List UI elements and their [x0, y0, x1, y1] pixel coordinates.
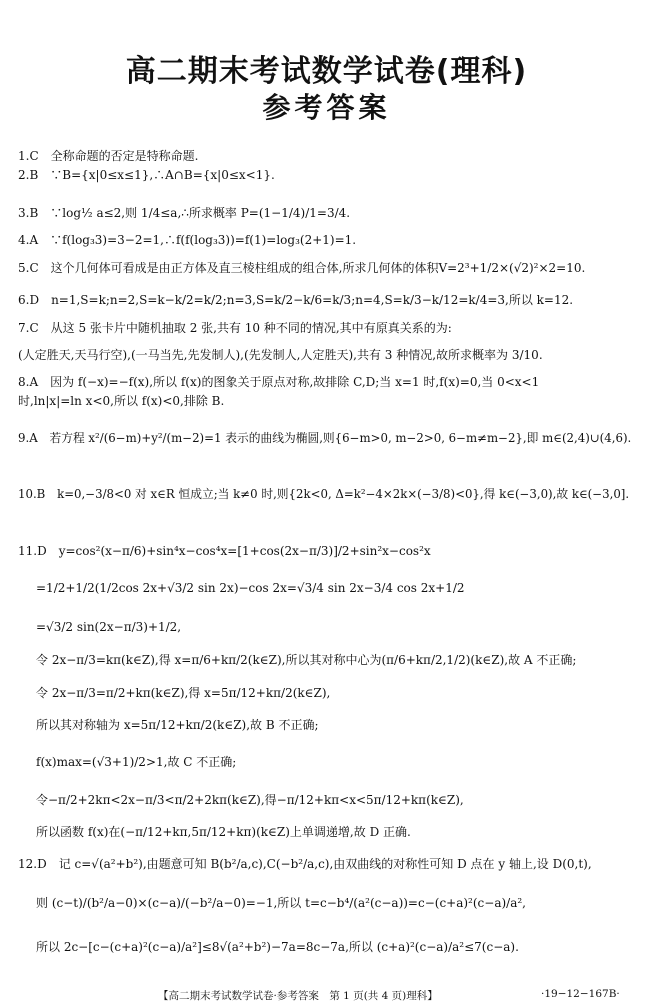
answer-line: 10.B k=0,−3/8<0 对 x∈R 恒成立;当 k≠0 时,则{2k<0, Δ=k²−4×2k×(−3/8)<0},得 k∈(−3,0),故 k∈(−3,0].: [18, 487, 630, 501]
answer-line: 令 2x−π/3=π/2+kπ(k∈Z),得 x=5π/12+kπ/2(k∈Z),: [36, 686, 331, 700]
answer-line: 令−π/2+2kπ<2x−π/3<π/2+2kπ(k∈Z),得−π/12+kπ<x<5π/12+kπ(k∈Z),: [36, 793, 464, 807]
answer-line: 1.C 全称命题的否定是特称命题.: [18, 149, 199, 163]
answer-line: 令 2x−π/3=kπ(k∈Z),得 x=π/6+kπ/2(k∈Z),所以其对称中心为(π/6+kπ/2,1/2)(k∈Z),故 A 不正确;: [36, 653, 577, 667]
answer-line: 11.D y=cos²(x−π/6)+sin⁴x−cos⁴x=[1+cos(2x−π/3)]/2+sin²x−cos²x: [18, 544, 431, 558]
answer-line: (人定胜天,天马行空),(一马当先,先发制人),(先发制人,人定胜天),共有 3 种情况,故所求概率为 3/10.: [18, 348, 543, 362]
answer-line: f(x)max=(√3+1)/2>1,故 C 不正确;: [36, 755, 237, 769]
answer-line: 8.A 因为 f(−x)=−f(x),所以 f(x)的图象关于原点对称,故排除 C,D;当 x=1 时,f(x)=0,当 0<x<1: [18, 375, 540, 389]
answer-line: 所以 2c−[c−(c+a)²(c−a)/a²]≤8√(a²+b²)−7a=8c−7a,所以 (c+a)²(c−a)/a²≤7(c−a).: [36, 940, 519, 954]
answer-line: 5.C 这个几何体可看成是由正方体及直三棱柱组成的组合体,所求几何体的体积V=2³+1/2×(√2)²×2=10.: [18, 261, 586, 275]
answer-line: 2.B ∵B={x|0≤x≤1},∴A∩B={x|0≤x<1}.: [18, 168, 275, 182]
answer-line: =1/2+1/2(1/2cos 2x+√3/2 sin 2x)−cos 2x=√3/4 sin 2x−3/4 cos 2x+1/2: [36, 581, 465, 595]
answer-line: 7.C 从这 5 张卡片中随机抽取 2 张,共有 10 种不同的情况,其中有原真关系的为:: [18, 321, 452, 335]
answer-line: 4.A ∵f(log₃3)=3−2=1,∴f(f(log₃3))=f(1)=log₃(2+1)=1.: [18, 233, 357, 247]
page-title: 高二期末考试数学试卷(理科): [125, 54, 528, 89]
answer-line: =√3/2 sin(2x−π/3)+1/2,: [36, 620, 182, 634]
answer-line: 9.A 若方程 x²/(6−m)+y²/(m−2)=1 表示的曲线为椭圆,则{6−m>0, m−2>0, 6−m≠m−2},即 m∈(2,4)∪(4,6).: [18, 431, 632, 445]
answer-line: 6.D n=1,S=k;n=2,S=k−k/2=k/2;n=3,S=k/2−k/6=k/3;n=4,S=k/3−k/12=k/4=3,所以 k=12.: [18, 293, 574, 307]
footer-code: ·19−12−167B·: [541, 988, 620, 1000]
answer-line: 3.B ∵log½ a≤2,则 1/4≤a,∴所求概率 P=(1−1/4)/1=3/4.: [18, 206, 351, 220]
footer-page-info: 【高二期末考试数学试卷·参考答案 第 1 页(共 4 页)理科】: [158, 990, 438, 1002]
answer-line: 所以其对称轴为 x=5π/12+kπ/2(k∈Z),故 B 不正确;: [36, 718, 319, 732]
answer-line: 所以函数 f(x)在(−π/12+kπ,5π/12+kπ)(k∈Z)上单调递增,故 D 正确.: [36, 825, 411, 839]
answer-line: 时,ln|x|=ln x<0,所以 f(x)<0,排除 B.: [18, 394, 225, 408]
answer-line: 12.D 记 c=√(a²+b²),由题意可知 B(b²/a,c),C(−b²/a,c),由双曲线的对称性可知 D 点在 y 轴上,设 D(0,t),: [18, 857, 592, 871]
page-subtitle: 参考答案: [262, 91, 391, 124]
answer-line: 则 (c−t)/(b²/a−0)×(c−a)/(−b²/a−0)=−1,所以 t=c−b⁴/(a²(c−a))=c−(c+a)²(c−a)/a²,: [36, 896, 526, 910]
